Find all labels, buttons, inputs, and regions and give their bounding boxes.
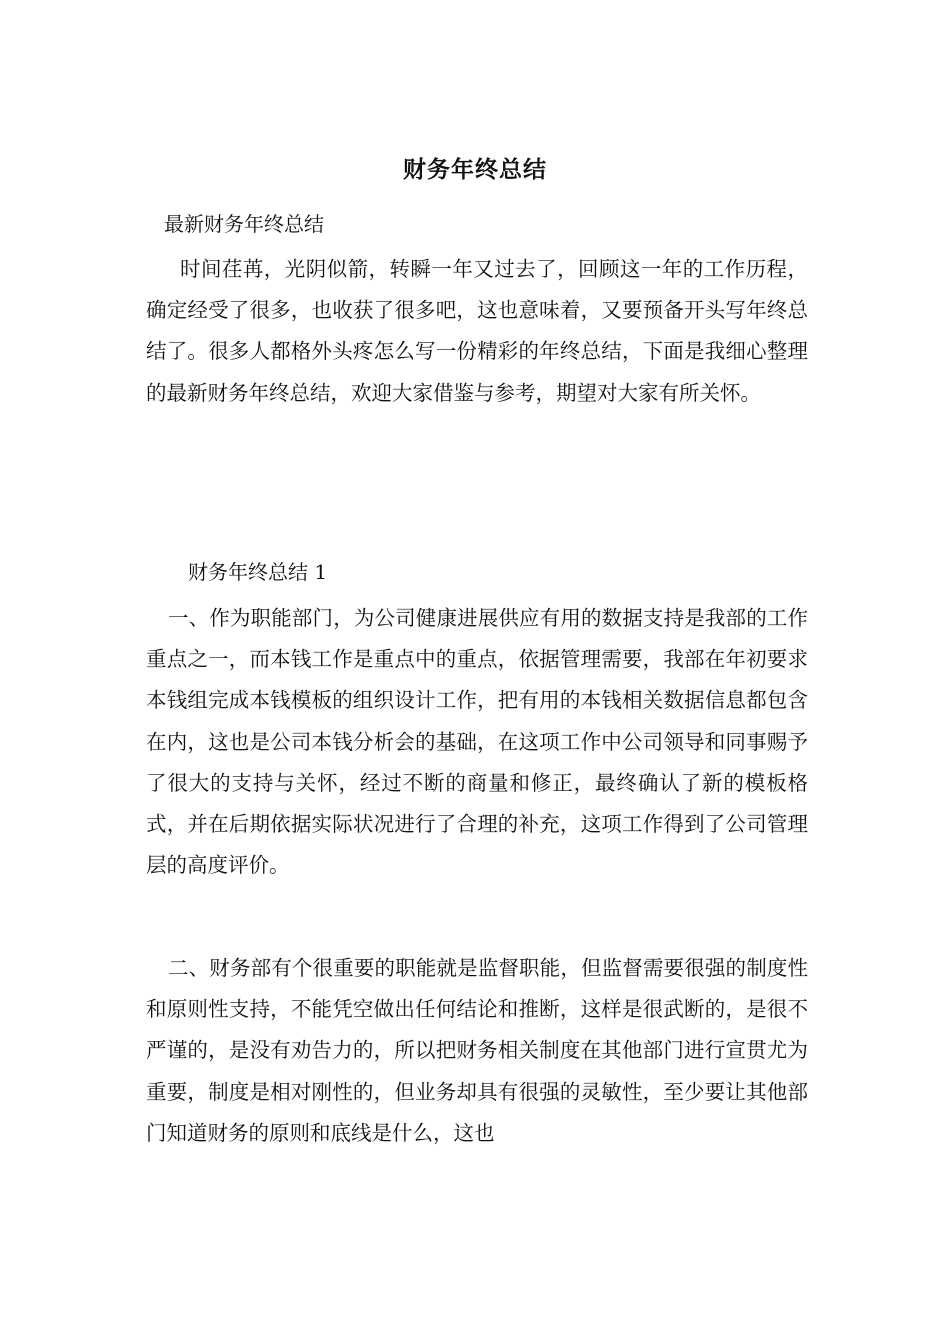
document-subtitle: 最新财务年终总结	[164, 212, 324, 236]
intro-paragraph: 时间荏苒，光阴似箭，转瞬一年又过去了，回顾这一年的工作历程，确定经受了很多，也收获了很多吧，这也意味着，又要预备开头写年终总结了。很多人都格外头疼怎么写一份精彩的年终总结，下面是我细心整理的最新财务年终总结，欢迎大家借鉴与参考，期望对大家有所关怀。	[146, 257, 808, 405]
body-paragraph-2: 二、财务部有个很重要的职能就是监督职能，但监督需要很强的制度性和原则性支持，不能凭空做出任何结论和推断，这样是很武断的，是很不严谨的，是没有劝告力的，所以把财务相关制度在其他部门进行宣贯尤为重要，制度是相对刚性的，但业务却具有很强的灵敏性，至少要让其他部门知道财务的原则和底线是什么，这也	[146, 956, 808, 1145]
document-title: 财务年终总结	[403, 157, 547, 183]
body-paragraph-1: 一、作为职能部门，为公司健康进展供应有用的数据支持是我部的工作重点之一，而本钱工作是重点中的重点，依据管理需要，我部在年初要求本钱组完成本钱模板的组织设计工作，把有用的本钱相关数据信息都包含在内，这也是公司本钱分析会的基础，在这项工作中公司领导和同事赐予了很大的支持与关怀，经过不断的商量和修正，最终确认了新的模板格式，并在后期依据实际状况进行了合理的补充，这项工作得到了公司管理层的高度评价。	[146, 606, 808, 878]
section-heading: 财务年终总结 1	[188, 560, 328, 584]
